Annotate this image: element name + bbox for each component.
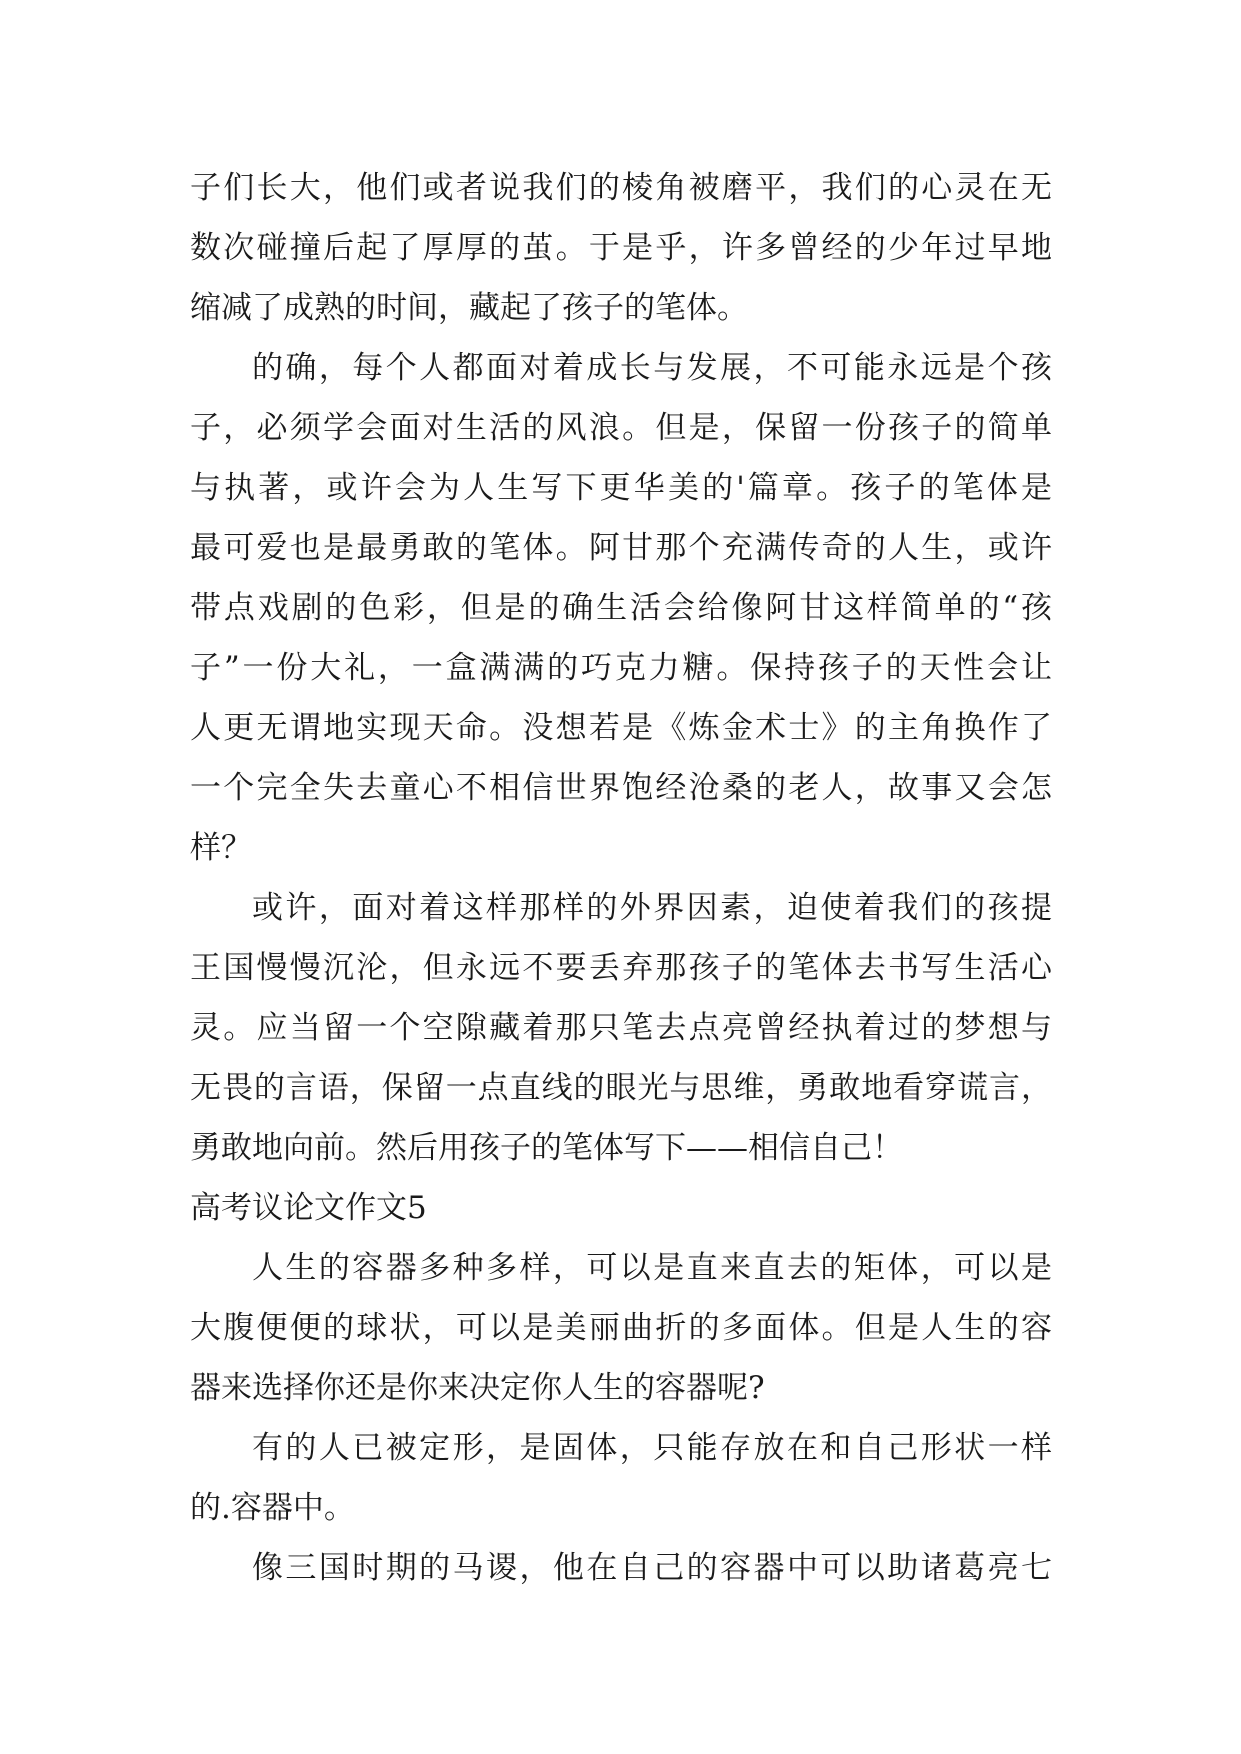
text-line: 一个完全失去童心不相信世界饱经沧桑的老人，故事又会怎: [190, 770, 1052, 806]
text-line: 的.容器中。: [190, 1490, 355, 1526]
paragraph-first-line: 像三国时期的马谡，他在自己的容器中可以助诸葛亮七: [252, 1550, 1052, 1586]
paragraph-first-line: 人生的容器多种多样，可以是直来直去的矩体，可以是: [252, 1250, 1052, 1286]
text-line: 灵。应当留一个空隙藏着那只笔去点亮曾经执着过的梦想与: [190, 1010, 1052, 1046]
text-line: 器来选择你还是你来决定你人生的容器呢?: [190, 1370, 765, 1406]
paragraph-first-line: 有的人已被定形，是固体，只能存放在和自己形状一样: [252, 1430, 1052, 1466]
document-body: [190, 158, 1052, 1598]
section-heading: 高考议论文作文5: [190, 1190, 427, 1226]
text-line: 勇敢地向前。然后用孩子的笔体写下——相信自己！: [190, 1130, 903, 1166]
text-line: 人更无谓地实现天命。没想若是《炼金术士》的主角换作了: [190, 710, 1052, 746]
text-line: 样？: [190, 830, 252, 866]
text-line: 最可爱也是最勇敢的笔体。阿甘那个充满传奇的人生，或许: [190, 530, 1052, 566]
paragraph-first-line: 或许，面对着这样那样的外界因素，迫使着我们的孩提: [252, 890, 1052, 926]
text-line: 与执著，或许会为人生写下更华美的'篇章。孩子的笔体是: [190, 470, 1052, 506]
text-line: 带点戏剧的色彩，但是的确生活会给像阿甘这样简单的“孩: [190, 590, 1052, 626]
text-line: 子们长大，他们或者说我们的棱角被磨平，我们的心灵在无: [190, 170, 1052, 206]
text-line: 子”一份大礼，一盒满满的巧克力糖。保持孩子的天性会让: [190, 650, 1052, 686]
text-line: 大腹便便的球状，可以是美丽曲折的多面体。但是人生的容: [190, 1310, 1052, 1346]
text-line: 子，必须学会面对生活的风浪。但是，保留一份孩子的简单: [190, 410, 1052, 446]
text-line: 王国慢慢沉沦，但永远不要丢弃那孩子的笔体去书写生活心: [190, 950, 1052, 986]
text-line: 无畏的言语，保留一点直线的眼光与思维，勇敢地看穿谎言，: [190, 1070, 1052, 1106]
text-line: 数次碰撞后起了厚厚的茧。于是乎，许多曾经的少年过早地: [190, 230, 1052, 266]
text-line: 缩减了成熟的时间，藏起了孩子的笔体。: [190, 290, 748, 326]
paragraph-first-line: 的确，每个人都面对着成长与发展，不可能永远是个孩: [252, 350, 1052, 386]
